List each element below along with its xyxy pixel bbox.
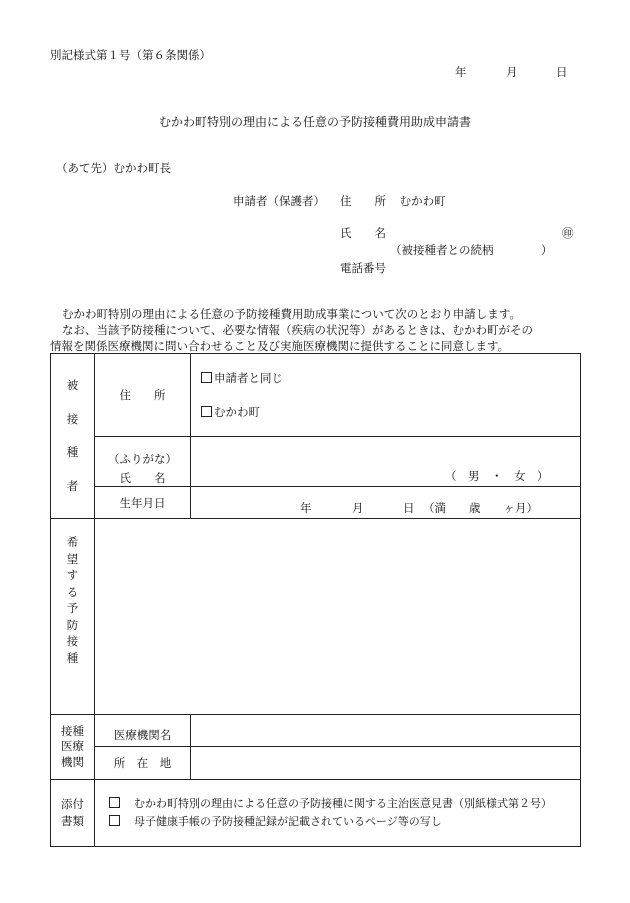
year-label: 年 xyxy=(455,65,467,79)
checkbox-icon[interactable] xyxy=(109,815,120,826)
birth-day-label: 日 xyxy=(403,501,415,515)
body-line-2: なお、当該予防接種について、必要な情報（疾病の状況等）があるときは、むかわ町がその xyxy=(62,323,534,337)
document-title: むかわ町特別の理由による任意の予防接種費用助成申請書 xyxy=(158,115,471,129)
checkbox-icon[interactable] xyxy=(109,797,120,808)
age-field: （満 歳 ヶ月） xyxy=(423,501,538,515)
relationship-close: ） xyxy=(541,243,553,257)
birthdate-label: 生年月日 xyxy=(95,487,191,519)
recipient-address-label: 住 所 xyxy=(95,354,191,437)
attachment-item[interactable]: 母子健康手帳の予防接種記録が記載されているページ等の写し xyxy=(109,813,580,831)
sex-options[interactable]: （ 男 ・ 女 ） xyxy=(445,469,549,483)
birth-year-label: 年 xyxy=(300,501,312,515)
recipient-name-label: 氏 名 xyxy=(119,471,166,485)
application-table xyxy=(50,353,581,847)
same-as-applicant-option[interactable]: 申請者と同じ xyxy=(191,370,580,386)
recipient-header: 被 接 種 者 xyxy=(51,354,95,519)
facility-address-field[interactable] xyxy=(191,747,581,780)
birthdate-field[interactable] xyxy=(191,487,581,519)
applicant-name-label: 氏 名 xyxy=(340,226,386,240)
form-number: 別記様式第１号（第６条関係） xyxy=(50,48,211,62)
attachments-list xyxy=(95,780,581,847)
body-line-1: むかわ町特別の理由による任意の予防接種費用助成事業について次のとおり申請します。 xyxy=(62,307,521,321)
applicant-label: 申請者（保護者） xyxy=(233,194,325,208)
day-label: 日 xyxy=(556,65,568,79)
applicant-phone-label: 電話番号 xyxy=(340,261,386,275)
addressee: （あて先）むかわ町長 xyxy=(56,161,171,175)
desired-vaccine-field[interactable] xyxy=(95,519,581,715)
seal-mark: ㊞ xyxy=(562,226,574,240)
birth-month-label: 月 xyxy=(352,501,364,515)
recipient-address-cell xyxy=(191,354,581,437)
applicant-address-label: 住 所 xyxy=(340,194,386,208)
relationship-label: （被接種者との続柄 xyxy=(390,243,494,257)
desired-vaccine-header: 希 望 す る 予 防 接 種 xyxy=(51,519,95,715)
applicant-address-value: むかわ町 xyxy=(399,194,446,208)
checkbox-icon[interactable] xyxy=(201,372,212,383)
recipient-name-field[interactable] xyxy=(191,437,581,487)
facility-name-field[interactable] xyxy=(191,715,581,747)
recipient-name-label-cell xyxy=(95,437,191,487)
month-label: 月 xyxy=(506,65,518,79)
facility-header: 接種 医療 機関 xyxy=(51,715,95,780)
facility-address-label: 所 在 地 xyxy=(95,747,191,780)
facility-name-label: 医療機関名 xyxy=(95,715,191,747)
attachments-header: 添付 書類 xyxy=(51,780,95,847)
body-line-3: 情報を関係医療機関に問い合わせること及び実施医療機関に提供することに同意します。 xyxy=(50,339,510,353)
attachment-item[interactable]: むかわ町特別の理由による任意の予防接種に関する主治医意見書（別紙様式第２号） xyxy=(109,795,580,813)
mukawa-town-option[interactable]: むかわ町 xyxy=(191,404,580,420)
furigana-label: （ふりがな） xyxy=(108,452,177,466)
applicant-address xyxy=(340,196,446,208)
checkbox-icon[interactable] xyxy=(201,406,212,417)
